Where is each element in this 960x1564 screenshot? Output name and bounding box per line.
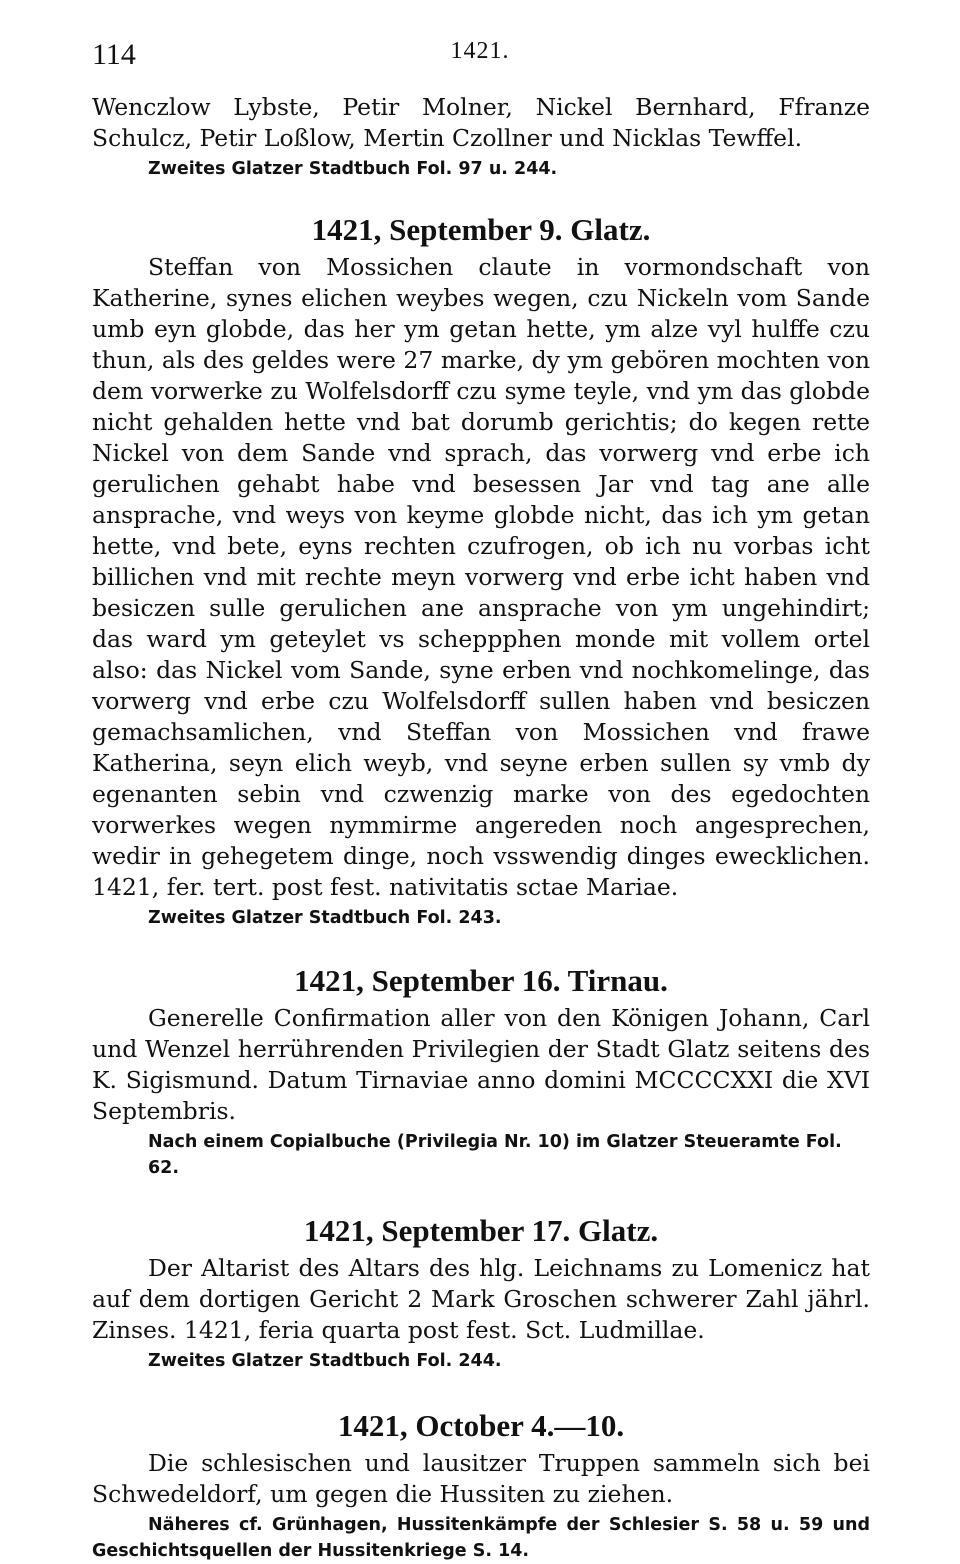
entry-source: Zweites Glatzer Stadtbuch Fol. 244. (148, 1351, 502, 1371)
entry-source: Zweites Glatzer Stadtbuch Fol. 243. (148, 908, 502, 928)
entry-text: Steffan von Mossichen claute in vormondschaft von Katherine, synes elichen weybes wegen, czu Nickeln vom Sande umb eyn globde, das her ym getan hette, ym alze vyl hulffe czu thun, als des geldes were 27 marke, dy ym gebören mochten von dem vorwerke zu Wolfelsdorff czu syme teyle, vnd ym das globde nicht gehalden hette vnd bat dorumb gerichtis; do kegen rette Nickel von dem Sande vnd sprach, das vorwerg vnd erbe ich gerulichen gehabt habe vnd besessen Jar vnd tag ane alle ansprache, vnd weys von keyme globde nicht, das ich ym getan hette, vnd bete, eyns rechten czufrogen, ob ich nu vorbas icht billichen vnd mit rechte meyn vorwerg vnd erbe icht haben vnd besiczen sulle gerulichen ane ansprache von ym ungehindirt; das ward ym geteylet vs scheppphen monde mit vollem ortel also: das Nickel vom Sande, syne erben vnd nochkomelinge, das vorwerg vnd erbe czu Wolfelsdorff sullen haben vnd besiczen gemachsamlichen, vnd Steffan von Mossichen vnd frawe Katherina, seyn elich weyb, vnd seyne erben sullen sy vmb dy egenanten sebin vnd czwenzig marke von des egedochten vorwerkes wegen nymmirme angereden noch angesprechen, wedir in gehegetem dinge, noch vsswendig dinges ewecklichen. 1421, fer. tert. post fest. nativitatis sctae Mariae. (92, 253, 870, 901)
page-body (92, 92, 870, 1564)
entry-heading: 1421, September 17. Glatz. (303, 1213, 659, 1248)
entry-source: Näheres cf. Grünhagen, Hussitenkämpfe der Schlesier S. 58 u. 59 und Geschichtsquellen der Hussitenkriege S. 14. (92, 1515, 870, 1561)
running-head: 1421. (450, 38, 510, 64)
entry-text: Der Altarist des Altars des hlg. Leichnams zu Lomenicz hat auf dem dortigen Gericht 2 Mark Groschen schwerer Zahl jährl. Zinses. 1421, feria quarta post fest. Sct. Ludmillae. (92, 1254, 870, 1344)
entry-text: Generelle Confirmation aller von den Königen Johann, Carl und Wenzel herrührenden Privilegien der Stadt Glatz seitens des K. Sigismund. Datum Tirnaviae anno domini MCCCCXXI die XVI Septembris. (92, 1004, 870, 1125)
entry-heading: 1421, September 16. Tirnau. (294, 963, 668, 998)
entry-text: Wenczlow Lybste, Petir Molner, Nickel Bernhard, Ffranze Schulcz, Petir Loßlow, Mertin Czollner und Nicklas Tewffel. (92, 93, 870, 152)
entry-source: Nach einem Copialbuche (Privilegia Nr. 10) im Glatzer Steueramte Fol. 62. (148, 1132, 842, 1178)
entry-source: Zweites Glatzer Stadtbuch Fol. 97 u. 244. (148, 159, 558, 179)
page-number: 114 (92, 38, 136, 71)
entry-heading: 1421, October 4.—10. (337, 1408, 625, 1443)
entry-text: Die schlesischen und lausitzer Truppen sammeln sich bei Schwedeldorf, um gegen die Hussiten zu ziehen. (92, 1449, 870, 1508)
page-header (92, 38, 868, 78)
entry-heading: 1421, September 9. Glatz. (311, 212, 651, 247)
